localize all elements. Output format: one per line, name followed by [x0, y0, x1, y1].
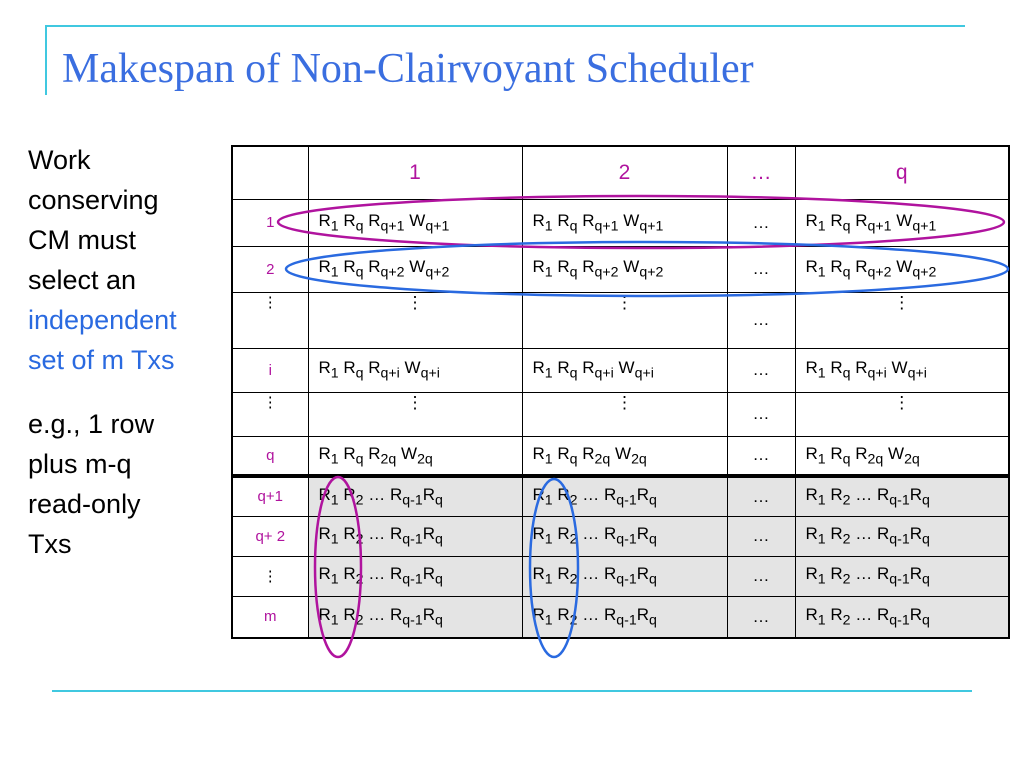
transaction-cell: $R_1$ $R_q$ $R_{q+2}$ $W_{q+2}$ — [522, 246, 727, 292]
vertical-dots-cell: ⋮ — [795, 292, 1009, 348]
transaction-cell: $R_1$ $R_2$ … $R_{q-1}R_q$ — [795, 516, 1009, 556]
ellipsis-cell: … — [727, 556, 795, 596]
transaction-cell: $R_1$ $R_2$ … $R_{q-1}R_q$ — [308, 596, 522, 638]
transaction-cell: $R_1$ $R_q$ $R_{q+1}$ $W_{q+1}$ — [308, 199, 522, 246]
table-row — [232, 516, 1009, 556]
ellipsis-cell: … — [727, 199, 795, 246]
row-label: i — [232, 348, 308, 392]
transaction-cell: $R_1$ $R_q$ $R_{q+2}$ $W_{q+2}$ — [308, 246, 522, 292]
ellipsis-cell: … — [727, 436, 795, 476]
header-corner-cell — [232, 146, 308, 199]
table-row — [232, 348, 1009, 392]
row-label: ⋮ — [232, 392, 308, 436]
title-accent-line-left — [45, 25, 47, 95]
ellipsis-cell: … — [727, 596, 795, 638]
side-line: read-only — [28, 489, 141, 519]
row-label: ⋮ — [232, 556, 308, 596]
transaction-cell: $R_1$ $R_2$ … $R_{q-1}R_q$ — [308, 516, 522, 556]
transaction-cell: $R_1$ $R_q$ $R_{q+i}$ $W_{q+i}$ — [795, 348, 1009, 392]
vertical-dots-cell: ⋮ — [522, 392, 727, 436]
row-label: q+1 — [232, 476, 308, 516]
table-row — [232, 292, 1009, 348]
row-label: q — [232, 436, 308, 476]
table-row — [232, 556, 1009, 596]
transaction-cell: $R_1$ $R_2$ … $R_{q-1}R_q$ — [522, 596, 727, 638]
side-line: plus m-q — [28, 449, 132, 479]
transaction-table — [231, 145, 1010, 639]
transaction-cell: $R_1$ $R_2$ … $R_{q-1}R_q$ — [308, 556, 522, 596]
side-explanation — [28, 140, 228, 564]
transaction-cell: $R_1$ $R_q$ $R_{q+i}$ $W_{q+i}$ — [522, 348, 727, 392]
row-label: ⋮ — [232, 292, 308, 348]
column-header: 2 — [522, 146, 727, 199]
ellipsis-cell: … — [727, 476, 795, 516]
side-line: conserving — [28, 185, 159, 215]
transaction-cell: $R_1$ $R_2$ … $R_{q-1}R_q$ — [522, 516, 727, 556]
side-line: Txs — [28, 529, 72, 559]
table-row — [232, 596, 1009, 638]
table-row — [232, 476, 1009, 516]
transaction-cell: $R_1$ $R_2$ … $R_{q-1}R_q$ — [522, 476, 727, 516]
footer-accent-line — [52, 690, 972, 692]
row-label: q+ 2 — [232, 516, 308, 556]
table-row — [232, 436, 1009, 476]
table-row — [232, 199, 1009, 246]
side-line: select an — [28, 265, 137, 295]
vertical-dots-cell: ⋮ — [308, 292, 522, 348]
row-label: m — [232, 596, 308, 638]
slide-title: Makespan of Non-Clairvoyant Scheduler — [62, 46, 754, 92]
row-label: 2 — [232, 246, 308, 292]
ellipsis-cell: … — [727, 246, 795, 292]
transaction-cell: $R_1$ $R_2$ … $R_{q-1}R_q$ — [795, 596, 1009, 638]
transaction-cell: $R_1$ $R_2$ … $R_{q-1}R_q$ — [795, 476, 1009, 516]
side-spacer — [28, 380, 228, 404]
title-accent-line-top — [45, 25, 965, 27]
transaction-cell: $R_1$ $R_q$ $R_{q+2}$ $W_{q+2}$ — [795, 246, 1009, 292]
vertical-dots-cell: ⋮ — [795, 392, 1009, 436]
transaction-cell: $R_1$ $R_q$ $R_{q+1}$ $W_{q+1}$ — [795, 199, 1009, 246]
side-line: Work — [28, 145, 91, 175]
transaction-cell: $R_1$ $R_q$ $R_{2q}$ $W_{2q}$ — [308, 436, 522, 476]
table-header-row — [232, 146, 1009, 199]
table-row — [232, 392, 1009, 436]
side-line-highlight: set of m Txs — [28, 345, 175, 375]
ellipsis-cell: … — [727, 516, 795, 556]
transaction-cell: $R_1$ $R_q$ $R_{2q}$ $W_{2q}$ — [522, 436, 727, 476]
table-row — [232, 246, 1009, 292]
column-header: … — [727, 146, 795, 199]
transaction-cell: $R_1$ $R_q$ $R_{q+i}$ $W_{q+i}$ — [308, 348, 522, 392]
ellipsis-cell: … — [727, 348, 795, 392]
side-line: CM must — [28, 225, 136, 255]
transaction-cell: $R_1$ $R_q$ $R_{q+1}$ $W_{q+1}$ — [522, 199, 727, 246]
vertical-dots-cell: ⋮ — [308, 392, 522, 436]
side-line: e.g., 1 row — [28, 409, 155, 439]
column-header: q — [795, 146, 1009, 199]
ellipsis-cell: … — [727, 292, 795, 348]
ellipsis-cell: … — [727, 392, 795, 436]
row-label: 1 — [232, 199, 308, 246]
transaction-cell: $R_1$ $R_2$ … $R_{q-1}R_q$ — [308, 476, 522, 516]
vertical-dots-cell: ⋮ — [522, 292, 727, 348]
transaction-cell: $R_1$ $R_2$ … $R_{q-1}R_q$ — [795, 556, 1009, 596]
column-header: 1 — [308, 146, 522, 199]
side-line-highlight: independent — [28, 305, 177, 335]
transaction-cell: $R_1$ $R_2$ … $R_{q-1}R_q$ — [522, 556, 727, 596]
transaction-cell: $R_1$ $R_q$ $R_{2q}$ $W_{2q}$ — [795, 436, 1009, 476]
